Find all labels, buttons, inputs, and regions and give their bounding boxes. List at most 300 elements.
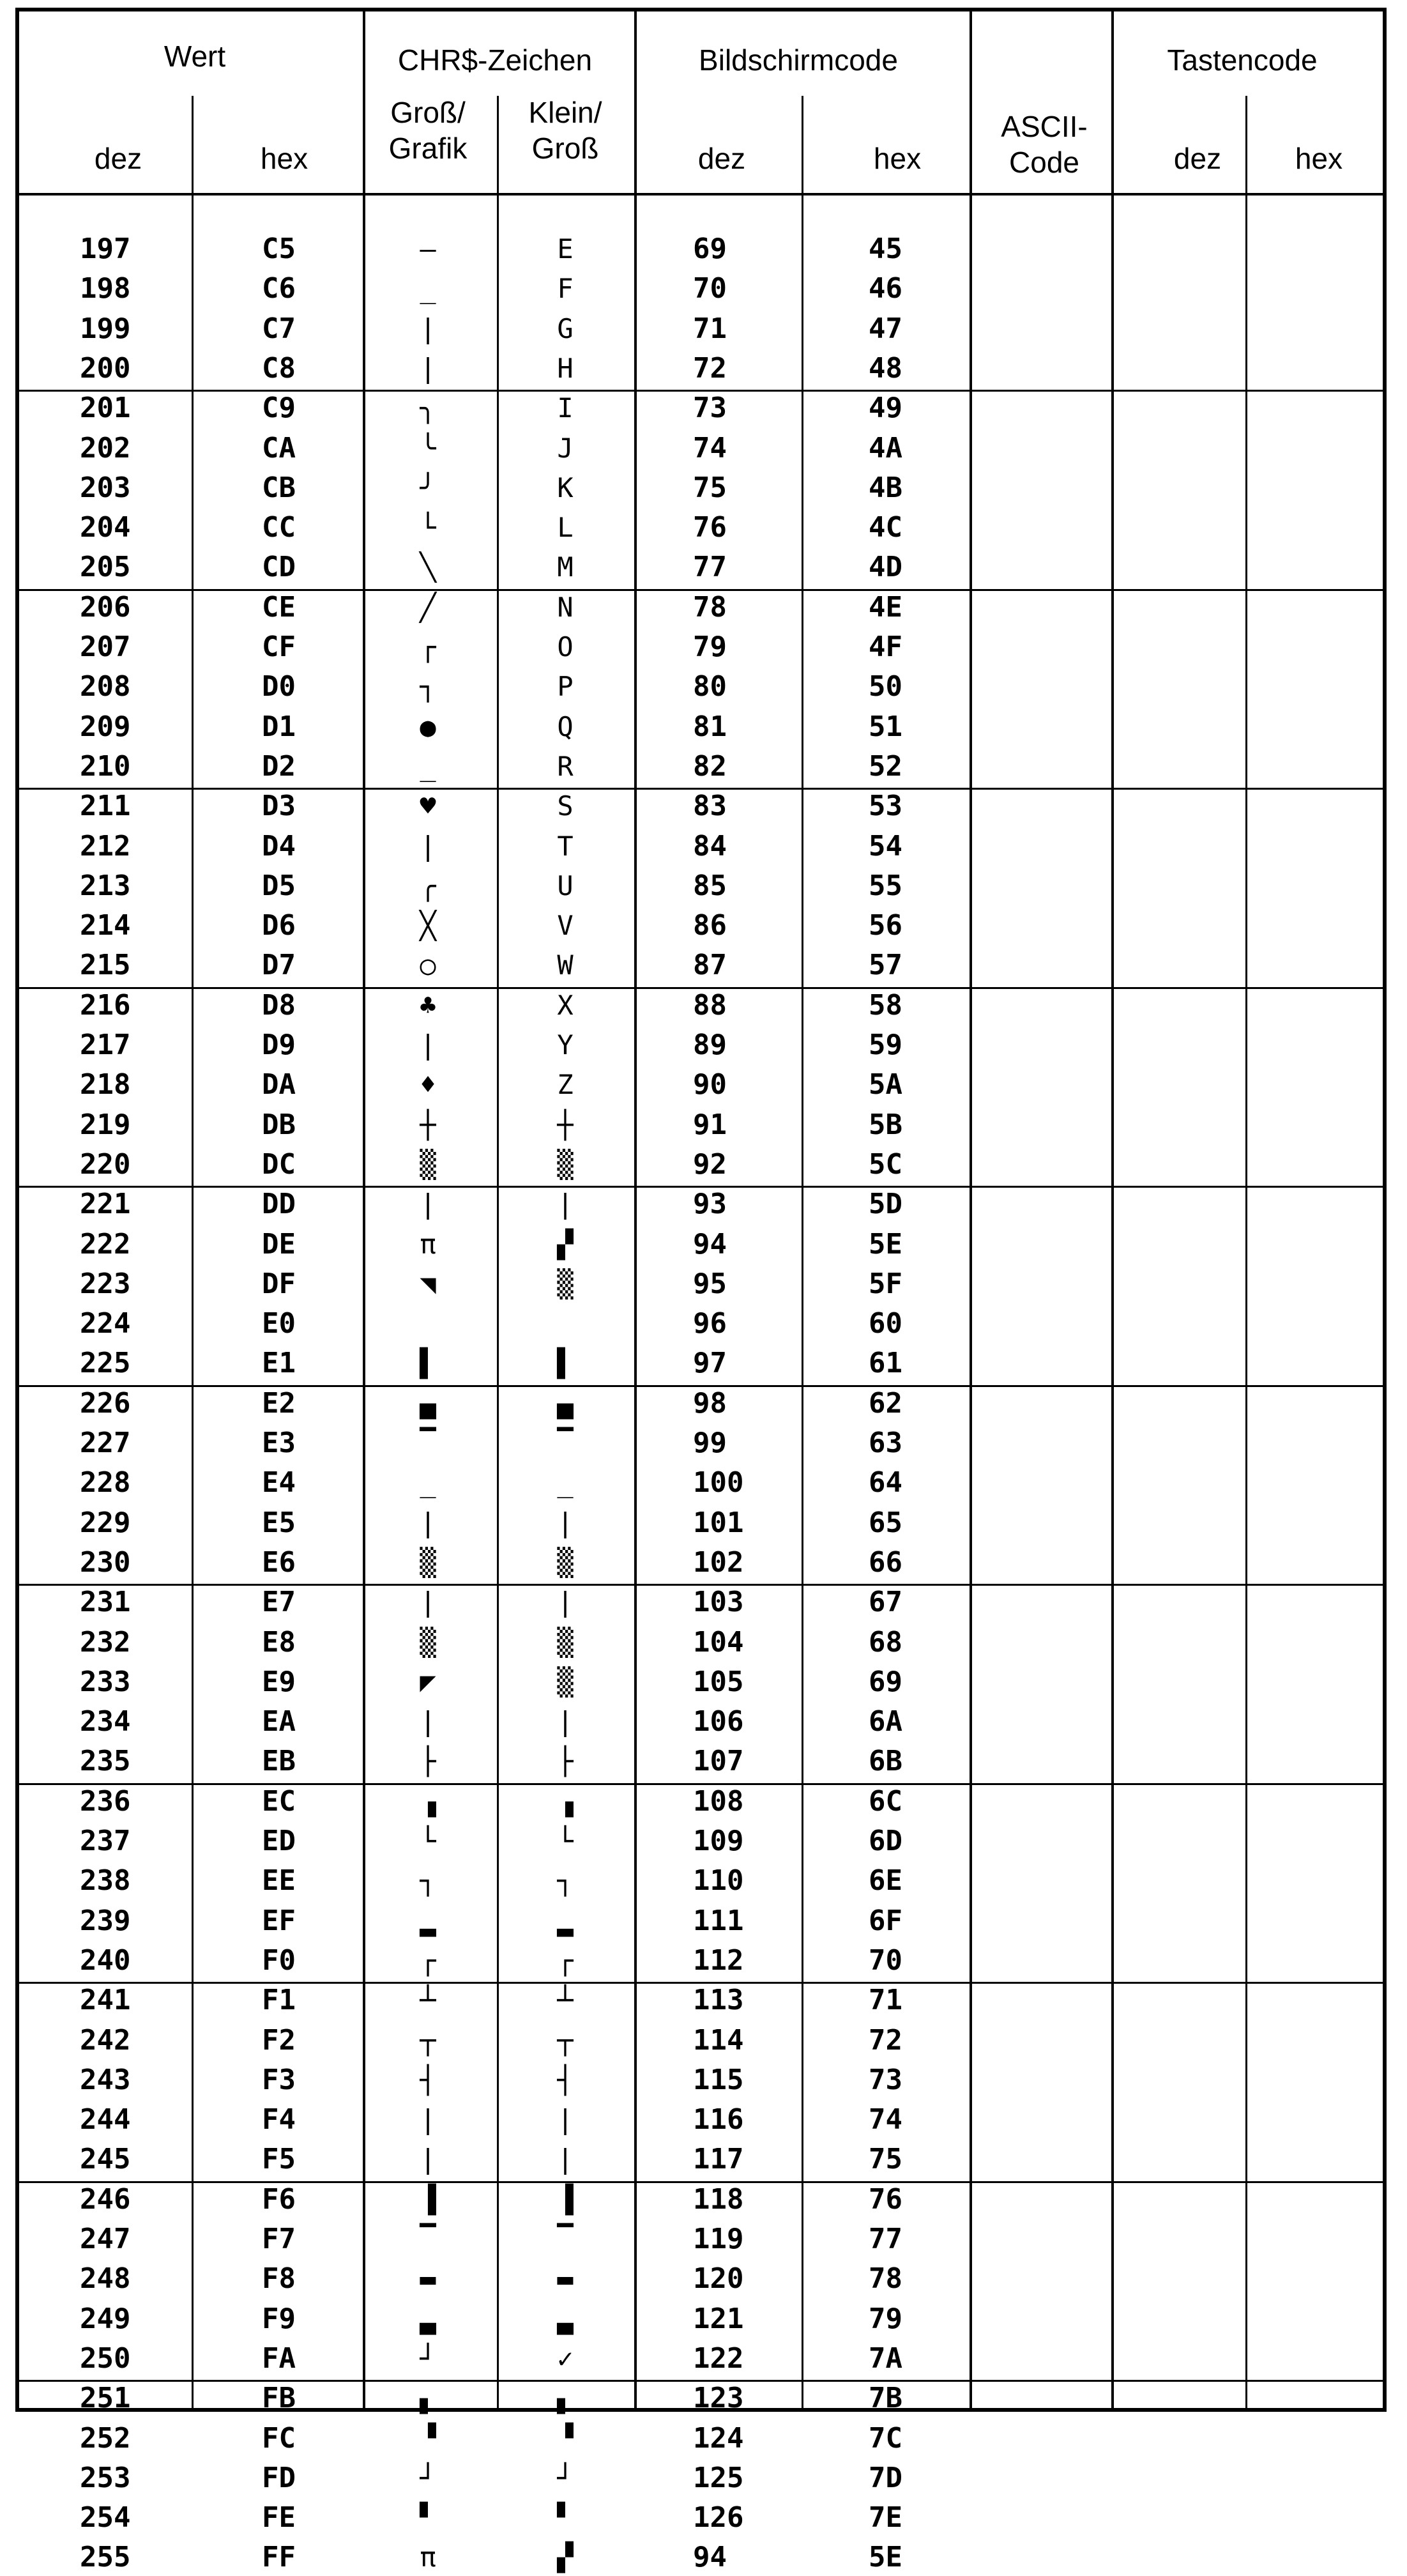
row-glyph-gross-grafik: _ [420,273,436,305]
row-glyph-klein-gross: ▬ [557,2263,574,2295]
row-wert-hex: CA [262,431,296,464]
row-glyph-klein-gross: | [557,2104,574,2136]
row-wert-hex: E0 [262,1307,296,1340]
row-glyph-klein-gross: | [557,1706,574,1738]
row-bild-hex: 7A [869,2342,902,2375]
row-wert-dez: 247 [80,2223,131,2255]
row-bild-hex: 75 [869,2143,902,2176]
row-glyph-klein-gross: ▐ [557,2183,574,2215]
row-wert-dez: 200 [80,351,131,385]
row-bild-dez: 73 [693,392,727,425]
row-wert-hex: E2 [262,1386,296,1420]
row-bild-dez: 91 [693,1108,727,1141]
header-gross-grafik-1: Groß/ [390,96,466,129]
row-wert-dez: 222 [80,1227,131,1261]
group-separator [15,1584,1387,1586]
row-wert-dez: 210 [80,749,131,783]
row-wert-hex: CB [262,471,296,504]
row-wert-dez: 240 [80,1943,131,1977]
row-bild-dez: 76 [693,511,727,544]
row-bild-dez: 75 [693,471,727,504]
row-bild-hex: 61 [869,1347,902,1380]
row-bild-hex: 79 [869,2302,902,2335]
row-glyph-klein-gross: ▃ [557,2303,574,2334]
row-bild-hex: 7D [869,2461,902,2494]
row-wert-dez: 208 [80,670,131,703]
row-bild-dez: 84 [693,829,727,862]
row-wert-dez: 248 [80,2262,131,2296]
row-bild-dez: 115 [693,2063,744,2096]
row-wert-hex: E3 [262,1427,296,1459]
row-glyph-gross-grafik: ╮ [420,392,436,424]
row-wert-hex: D9 [262,1029,296,1061]
row-wert-dez: 201 [80,392,131,425]
row-bild-dez: 85 [693,869,727,902]
row-wert-dez: 251 [80,2382,131,2415]
row-wert-dez: 217 [80,1029,131,1061]
row-bild-dez: 121 [693,2302,744,2335]
row-glyph-klein-gross: ▒ [557,1666,574,1698]
row-bild-hex: 4F [869,631,902,663]
row-glyph-gross-grafik: _ [420,1467,436,1499]
row-bild-dez: 71 [693,312,727,345]
row-wert-hex: F1 [262,1984,296,2017]
row-wert-dez: 235 [80,1745,131,1778]
row-bild-dez: 69 [693,233,727,265]
header-tasten-dez: dez [1173,142,1222,175]
row-glyph-gross-grafik: π [420,1228,436,1260]
row-glyph-gross-grafik: | [420,1029,436,1061]
row-bild-hex: 56 [869,909,902,942]
row-bild-hex: 77 [869,2223,902,2255]
divider-bild-ascii [970,8,972,2412]
row-wert-dez: 209 [80,710,131,743]
row-wert-dez: 197 [80,233,131,265]
row-bild-hex: 74 [869,2103,902,2136]
row-wert-hex: E6 [262,1545,296,1579]
row-glyph-gross-grafik: ┼ [420,1108,436,1140]
row-bild-hex: 58 [869,988,902,1022]
row-glyph-gross-grafik: | [420,2104,436,2136]
row-glyph-klein-gross: G [557,312,574,344]
row-bild-dez: 95 [693,1267,727,1300]
row-glyph-klein-gross: P [557,671,574,703]
row-bild-dez: 125 [693,2461,744,2494]
row-glyph-gross-grafik: ▐ [420,2183,436,2215]
row-wert-dez: 249 [80,2302,131,2335]
group-separator [15,2380,1387,2382]
row-bild-dez: 86 [693,909,727,942]
row-glyph-klein-gross: E [557,233,574,264]
row-wert-dez: 255 [80,2541,131,2574]
row-glyph-klein-gross: T [557,830,574,862]
row-wert-dez: 203 [80,471,131,504]
row-glyph-gross-grafik: — [420,233,436,264]
row-bild-hex: 6C [869,1784,902,1818]
row-bild-hex: 71 [869,1984,902,2017]
divider-wert-chr [363,8,365,2412]
row-glyph-klein-gross: | [557,2143,574,2175]
row-wert-hex: F0 [262,1943,296,1977]
header-wert-dez: dez [94,142,142,175]
row-bild-dez: 79 [693,631,727,663]
row-wert-hex: DA [262,1068,296,1101]
group-separator [15,1186,1387,1188]
group-separator [15,788,1387,790]
row-wert-hex: DB [262,1108,296,1141]
row-glyph-gross-grafik: ╲ [420,551,436,583]
row-glyph-klein-gross: ┴ [557,1984,574,2016]
row-bild-hex: 5C [869,1147,902,1181]
row-bild-dez: 94 [693,2541,727,2574]
row-bild-dez: 100 [693,1466,744,1499]
row-wert-dez: 225 [80,1347,131,1380]
row-bild-hex: 6F [869,1904,902,1937]
row-glyph-klein-gross: S [557,790,574,822]
row-wert-hex: F2 [262,2023,296,2057]
row-glyph-gross-grafik: ◤ [420,1666,436,1698]
row-bild-dez: 77 [693,551,727,584]
row-wert-hex: FE [262,2501,296,2534]
row-wert-dez: 228 [80,1466,131,1499]
row-bild-dez: 89 [693,1029,727,1061]
row-glyph-gross-grafik: ○ [420,949,436,981]
row-bild-hex: 5A [869,1068,902,1101]
row-glyph-klein-gross: Z [557,1069,574,1101]
row-glyph-gross-grafik: ▔ [420,1427,436,1459]
row-bild-dez: 114 [693,2023,744,2057]
row-glyph-gross-grafik: ┤ [420,2064,436,2096]
row-wert-hex: F4 [262,2103,296,2136]
row-wert-hex: D2 [262,749,296,783]
header-bild-dez: dez [697,142,746,175]
row-glyph-gross-grafik: ┐ [420,671,436,703]
row-glyph-klein-gross: ▒ [557,1546,574,1578]
row-bild-hex: 78 [869,2262,902,2296]
row-glyph-klein-gross: Y [557,1029,574,1061]
group-separator [15,1783,1387,1785]
row-bild-dez: 70 [693,272,727,305]
row-glyph-klein-gross: M [557,551,574,583]
row-bild-hex: 46 [869,272,902,305]
header-bild-hex: hex [873,142,922,175]
row-wert-hex: D7 [262,949,296,982]
header-tastencode: Tastencode [1167,43,1318,77]
row-glyph-klein-gross: ▖ [557,2382,574,2414]
row-wert-hex: F7 [262,2223,296,2255]
header-chr-zeichen: CHR$-Zeichen [397,43,593,77]
row-bild-hex: 4E [869,590,902,624]
row-wert-dez: 245 [80,2143,131,2176]
row-wert-hex: E5 [262,1506,296,1539]
row-glyph-gross-grafik: ▔ [420,2223,436,2255]
row-glyph-gross-grafik: ├ [420,1745,436,1777]
row-glyph-klein-gross: ┌ [557,1944,574,1976]
row-bild-dez: 124 [693,2421,744,2455]
row-glyph-gross-grafik: ▌ [420,1347,436,1379]
row-bild-hex: 65 [869,1506,902,1539]
row-wert-dez: 230 [80,1545,131,1579]
row-wert-dez: 252 [80,2421,131,2455]
row-wert-hex: CC [262,511,296,544]
row-glyph-klein-gross: | [557,1586,574,1618]
row-bild-dez: 120 [693,2262,744,2296]
row-wert-hex: EC [262,1784,296,1818]
row-glyph-gross-grafik: _ [420,750,436,782]
row-wert-dez: 244 [80,2103,131,2136]
row-glyph-klein-gross: └ [557,1825,574,1857]
row-bild-hex: 62 [869,1386,902,1420]
row-bild-dez: 99 [693,1427,727,1459]
row-bild-dez: 110 [693,1864,744,1897]
row-glyph-klein-gross: ▒ [557,1626,574,1658]
row-wert-hex: C8 [262,351,296,385]
row-glyph-klein-gross: O [557,631,574,663]
row-bild-hex: 67 [869,1586,902,1619]
row-glyph-klein-gross: ┼ [557,1108,574,1140]
row-glyph-klein-gross: ▗ [557,1785,574,1817]
row-glyph-gross-grafik: | [420,1188,436,1220]
row-wert-dez: 214 [80,909,131,942]
row-glyph-gross-grafik: | [420,1586,436,1618]
row-bild-dez: 126 [693,2501,744,2534]
row-wert-hex: CD [262,551,296,584]
row-glyph-klein-gross: W [557,949,574,981]
row-wert-hex: CF [262,631,296,663]
row-bild-dez: 96 [693,1307,727,1340]
row-bild-hex: 4D [869,551,902,584]
header-wert-hex: hex [260,142,308,175]
row-glyph-gross-grafik: ╱ [420,591,436,623]
row-glyph-klein-gross: ▝ [557,2422,574,2454]
row-wert-hex: FC [262,2421,296,2455]
row-glyph-gross-grafik: ▖ [420,2382,436,2414]
header-tasten-hex: hex [1295,142,1343,175]
row-wert-dez: 199 [80,312,131,345]
row-bild-hex: 4B [869,471,902,504]
row-glyph-gross-grafik: └ [420,1825,436,1857]
row-bild-dez: 88 [693,988,727,1022]
row-bild-dez: 109 [693,1825,744,1857]
row-wert-dez: 207 [80,631,131,663]
row-wert-dez: 234 [80,1705,131,1738]
row-wert-hex: D4 [262,829,296,862]
row-bild-hex: 52 [869,749,902,783]
row-wert-hex: EF [262,1904,296,1937]
row-glyph-klein-gross: X [557,989,574,1021]
row-wert-dez: 227 [80,1427,131,1459]
row-glyph-klein-gross: ▒ [557,1148,574,1180]
row-wert-dez: 254 [80,2501,131,2534]
row-bild-hex: 47 [869,312,902,345]
row-bild-hex: 5E [869,2541,902,2574]
row-bild-dez: 116 [693,2103,744,2136]
row-bild-hex: 57 [869,949,902,982]
row-wert-hex: E7 [262,1586,296,1619]
row-bild-hex: 45 [869,233,902,265]
row-bild-hex: 66 [869,1545,902,1579]
row-wert-dez: 219 [80,1108,131,1141]
row-bild-hex: 54 [869,829,902,862]
row-bild-dez: 111 [693,1904,744,1937]
row-bild-dez: 101 [693,1506,744,1539]
row-bild-hex: 6E [869,1864,902,1897]
row-glyph-klein-gross: | [557,1506,574,1538]
row-wert-hex: CE [262,590,296,624]
row-wert-dez: 204 [80,511,131,544]
header-ascii-2: Code [1009,146,1079,179]
header-rule [15,193,1387,195]
row-glyph-gross-grafik: ╰ [420,432,436,464]
row-glyph-gross-grafik: ┌ [420,1944,436,1976]
row-bild-hex: 6D [869,1825,902,1857]
row-bild-hex: 72 [869,2023,902,2057]
row-glyph-gross-grafik: | [420,2143,436,2175]
row-wert-dez: 205 [80,551,131,584]
row-glyph-klein-gross: ✓ [557,2342,574,2374]
row-wert-dez: 250 [80,2342,131,2375]
row-wert-hex: F9 [262,2302,296,2335]
row-wert-dez: 246 [80,2182,131,2216]
group-separator [15,390,1387,392]
row-glyph-klein-gross: I [557,392,574,424]
divider-tasten-dez-hex [1245,96,1247,2412]
row-wert-dez: 213 [80,869,131,902]
row-bild-dez: 118 [693,2182,744,2216]
row-bild-hex: 59 [869,1029,902,1061]
row-glyph-klein-gross: ▘ [557,2502,574,2534]
row-wert-dez: 242 [80,2023,131,2057]
row-glyph-gross-grafik: ▘ [420,2502,436,2534]
row-glyph-klein-gross: N [557,591,574,623]
row-bild-hex: 6B [869,1745,902,1778]
row-glyph-klein-gross: ▞ [557,2542,574,2573]
row-bild-hex: 68 [869,1625,902,1659]
row-wert-dez: 215 [80,949,131,982]
row-wert-hex: ED [262,1825,296,1857]
row-wert-dez: 229 [80,1506,131,1539]
row-glyph-gross-grafik: ▒ [420,1626,436,1658]
row-wert-dez: 216 [80,988,131,1022]
row-wert-dez: 218 [80,1068,131,1101]
row-bild-hex: 4C [869,511,902,544]
row-wert-hex: EB [262,1745,296,1778]
row-wert-dez: 233 [80,1665,131,1698]
row-bild-dez: 113 [693,1984,744,2017]
header-wert: Wert [164,40,226,73]
row-bild-hex: 51 [869,710,902,743]
row-bild-dez: 119 [693,2223,744,2255]
row-wert-hex: E8 [262,1625,296,1659]
header-bildschirmcode: Bildschirmcode [699,43,898,77]
row-wert-hex: FB [262,2382,296,2415]
row-bild-hex: 49 [869,392,902,425]
row-glyph-gross-grafik: ♥ [420,790,436,822]
row-glyph-klein-gross: ┤ [557,2064,574,2096]
row-wert-hex: DF [262,1267,296,1300]
row-glyph-gross-grafik: ╯ [420,471,436,503]
row-wert-dez: 206 [80,590,131,624]
row-wert-hex: DC [262,1147,296,1181]
row-glyph-gross-grafik: ╭ [420,870,436,901]
group-separator [15,1982,1387,1984]
row-bild-hex: 50 [869,670,902,703]
row-glyph-gross-grafik: | [420,312,436,344]
row-glyph-klein-gross: ▔ [557,1427,574,1459]
row-bild-dez: 123 [693,2382,744,2415]
row-bild-dez: 93 [693,1188,727,1221]
row-bild-hex: 5F [869,1267,902,1300]
row-wert-dez: 220 [80,1147,131,1181]
row-wert-dez: 238 [80,1864,131,1897]
row-wert-hex: F8 [262,2262,296,2296]
row-glyph-klein-gross: ┐ [557,1865,574,1897]
row-wert-dez: 239 [80,1904,131,1937]
row-bild-dez: 108 [693,1784,744,1818]
row-wert-dez: 253 [80,2461,131,2494]
row-bild-hex: 70 [869,1943,902,1977]
row-wert-hex: D8 [262,988,296,1022]
divider-bild-dez-hex [802,96,803,2412]
row-bild-dez: 87 [693,949,727,982]
row-glyph-gross-grafik: ┴ [420,1984,436,2016]
row-glyph-klein-gross: ┘ [557,2462,574,2494]
row-glyph-gross-grafik: ▬ [420,2263,436,2295]
row-glyph-gross-grafik: | [420,830,436,862]
row-wert-dez: 236 [80,1784,131,1818]
row-bild-dez: 72 [693,351,727,385]
row-glyph-gross-grafik: ┌ [420,631,436,663]
row-bild-dez: 80 [693,670,727,703]
row-glyph-gross-grafik: ▒ [420,1546,436,1578]
row-bild-dez: 82 [693,749,727,783]
row-glyph-klein-gross: ├ [557,1745,574,1777]
group-separator [15,987,1387,989]
row-bild-hex: 6A [869,1705,902,1738]
row-wert-dez: 198 [80,272,131,305]
row-wert-hex: D3 [262,790,296,823]
row-glyph-gross-grafik: | [420,1506,436,1538]
row-wert-hex: EA [262,1705,296,1738]
row-glyph-gross-grafik: ┘ [420,2462,436,2494]
row-bild-hex: 7C [869,2421,902,2455]
row-glyph-klein-gross: ▞ [557,1228,574,1260]
row-glyph-gross-grafik: ▂ [420,1905,436,1936]
row-glyph-klein-gross: J [557,432,574,464]
row-bild-hex: 60 [869,1307,902,1340]
row-glyph-klein-gross: ▂ [557,1905,574,1936]
row-wert-hex: DD [262,1188,296,1221]
header-klein-gross-1: Klein/ [528,96,602,129]
row-glyph-klein-gross: | [557,1188,574,1220]
row-bild-dez: 90 [693,1068,727,1101]
row-wert-hex: D0 [262,670,296,703]
header-klein-gross-2: Groß [531,132,599,165]
group-separator [15,1385,1387,1387]
row-wert-hex: E1 [262,1347,296,1380]
row-wert-dez: 231 [80,1586,131,1619]
row-bild-hex: 73 [869,2063,902,2096]
row-glyph-klein-gross: R [557,750,574,782]
row-wert-hex: C5 [262,233,296,265]
row-glyph-gross-grafik: └ [420,512,436,544]
row-glyph-klein-gross: F [557,273,574,305]
row-wert-hex: C7 [262,312,296,345]
row-glyph-gross-grafik: | [420,1706,436,1738]
row-wert-dez: 211 [80,790,131,823]
divider-gross-klein [497,96,499,2412]
row-bild-dez: 98 [693,1386,727,1420]
